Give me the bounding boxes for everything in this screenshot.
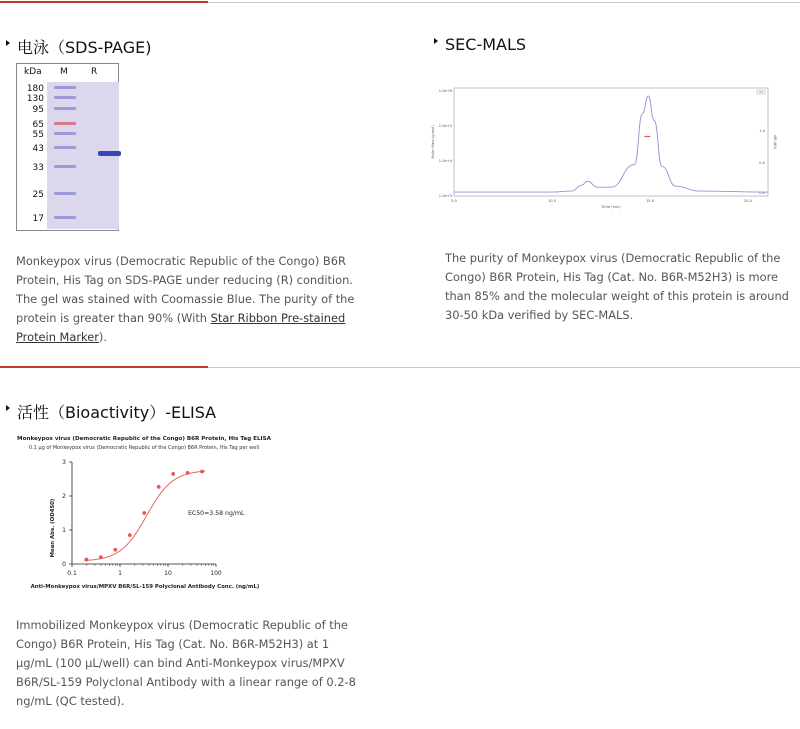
elisa-ytick-label: 3	[62, 459, 66, 466]
marker-band	[54, 192, 76, 195]
marker-band	[54, 107, 76, 110]
sds-page-gel-image	[16, 63, 119, 231]
sec-mals-title	[434, 35, 526, 54]
sample-band	[98, 151, 121, 156]
sec-mals-chart	[424, 82, 776, 212]
sec-mals-description: The purity of Monkeypox virus (Democratic Republic of the Congo) B6R Protein, His Tag (Cat. No. B6R-M52H3) is more than 85% and the molecular weight of this protein is around 30-50 kDa verified by SEC-MALS.	[445, 251, 789, 322]
elisa-ytick-label: 0	[62, 561, 66, 568]
sec-xtick: 10.0	[547, 199, 557, 203]
elisa-xtick-label: 0.1	[67, 570, 77, 577]
marker-band	[54, 216, 76, 219]
sec-legend: UV	[759, 90, 763, 94]
mw-label: 25	[32, 190, 44, 200]
elisa-data-point	[142, 511, 146, 515]
sec-xtick: 15.0	[645, 199, 655, 203]
sds-page-description	[16, 252, 356, 347]
marker-band	[54, 96, 76, 99]
sec-ylabel-right: dRI (AU)	[773, 134, 777, 150]
sec-xtick: 20.0	[743, 199, 753, 203]
marker-link[interactable]: Star Ribbon Pre-stained Protein Marker	[16, 311, 346, 344]
sec-plot-frame	[454, 88, 768, 196]
gel-lane-r-label: R	[91, 67, 98, 77]
marker-band	[54, 165, 76, 168]
sec-xlabel: Time (min)	[601, 205, 621, 209]
elisa-title-text: 活性（Bioactivity）-ELISA	[17, 403, 217, 422]
bullet-icon	[6, 405, 10, 411]
elisa-chart-subtitle: 0.1 μg of Monkeypox virus (Democratic Republic of the Congo) B6R Protein, His Tag per well	[28, 445, 260, 451]
section-divider-accent	[0, 366, 208, 368]
elisa-chart-title: Monkeypox virus (Democratic Republic of the Congo) B6R Protein, His Tag ELISA	[17, 436, 271, 442]
elisa-data-point	[157, 485, 161, 489]
sec-ytick: 1.0e+5	[438, 124, 452, 128]
sec-ytick-right: 0.0	[759, 191, 765, 195]
sec-ytick-right: 1.0	[759, 129, 765, 133]
marker-band	[54, 146, 76, 149]
gel-kda-label: kDa	[24, 67, 42, 77]
elisa-data-point	[186, 471, 190, 475]
marker-band	[54, 86, 76, 89]
elisa-ytick-label: 1	[62, 527, 66, 534]
sec-mals-title-text: SEC-MALS	[445, 35, 527, 54]
sec-ytick-right: 0.5	[759, 161, 765, 165]
mw-label: 95	[32, 105, 44, 115]
sds-page-title	[6, 35, 151, 58]
sds-desc-part2: ).	[98, 330, 107, 344]
elisa-ylabel: Mean Abs. (OD450)	[50, 498, 56, 558]
mw-label: 180	[26, 84, 44, 94]
elisa-data-point	[85, 558, 89, 562]
elisa-data-point	[200, 470, 204, 474]
sec-xtick: 5.0	[451, 199, 457, 203]
elisa-annotation: EC50=3.58 ng/mL	[188, 510, 245, 517]
top-divider-accent	[0, 1, 208, 3]
mw-label: 65	[32, 120, 44, 130]
bullet-icon	[6, 40, 10, 46]
elisa-plot-area	[62, 459, 222, 577]
elisa-title	[6, 400, 216, 423]
elisa-data-point	[128, 533, 132, 537]
sds-desc-part1: Monkeypox virus (Democratic Republic of the Congo) B6R Protein, His Tag on SDS-PAGE under reducing (R) condition. The gel was stained with Coomassie Blue. The purity of the protein is greater than 90% (With	[16, 254, 355, 325]
gel-lanes	[47, 82, 119, 229]
elisa-chart	[17, 432, 282, 594]
elisa-xtick-label: 10	[164, 570, 172, 577]
mw-label: 17	[32, 214, 44, 224]
bullet-icon	[434, 38, 438, 44]
mw-label: 43	[32, 144, 44, 154]
elisa-ytick-label: 2	[62, 493, 66, 500]
marker-band	[54, 132, 76, 135]
elisa-data-point	[171, 472, 175, 476]
mw-label: 130	[26, 94, 44, 104]
marker-band	[54, 122, 76, 125]
sec-ylabel-left: Molar Mass (g/mol)	[431, 125, 435, 159]
elisa-xlabel: Anti-Monkeypox virus/MPXV B6R/SL-159 Polyclonal Antibody Conc. (ng/mL)	[30, 584, 260, 590]
sec-ytick: 1.0e+6	[438, 89, 452, 93]
section-divider	[0, 367, 800, 368]
elisa-description: Immobilized Monkeypox virus (Democratic Republic of the Congo) B6R Protein, His Tag (Cat. No. B6R-M52H3) at 1 μg/mL (100 μL/well) can bind Anti-Monkeypox virus/MPXV B6R/SL-159 Polyclonal Antibody with a linear range of 0.2-8 ng/mL (QC tested).	[16, 618, 356, 708]
sec-ytick: 1.0e+4	[438, 159, 452, 163]
sec-ytick: 1.0e+3	[438, 194, 452, 198]
top-divider	[0, 2, 800, 3]
elisa-xtick-label: 1	[118, 570, 122, 577]
mw-label: 33	[32, 163, 44, 173]
mw-label: 55	[32, 130, 44, 140]
sds-page-title-text: 电泳（SDS-PAGE)	[17, 38, 152, 57]
elisa-data-point	[99, 555, 103, 559]
sec-dri-trace	[454, 96, 768, 192]
gel-lane-m-label: M	[60, 67, 68, 77]
elisa-data-point	[113, 548, 117, 552]
elisa-xtick-label: 100	[210, 570, 222, 577]
